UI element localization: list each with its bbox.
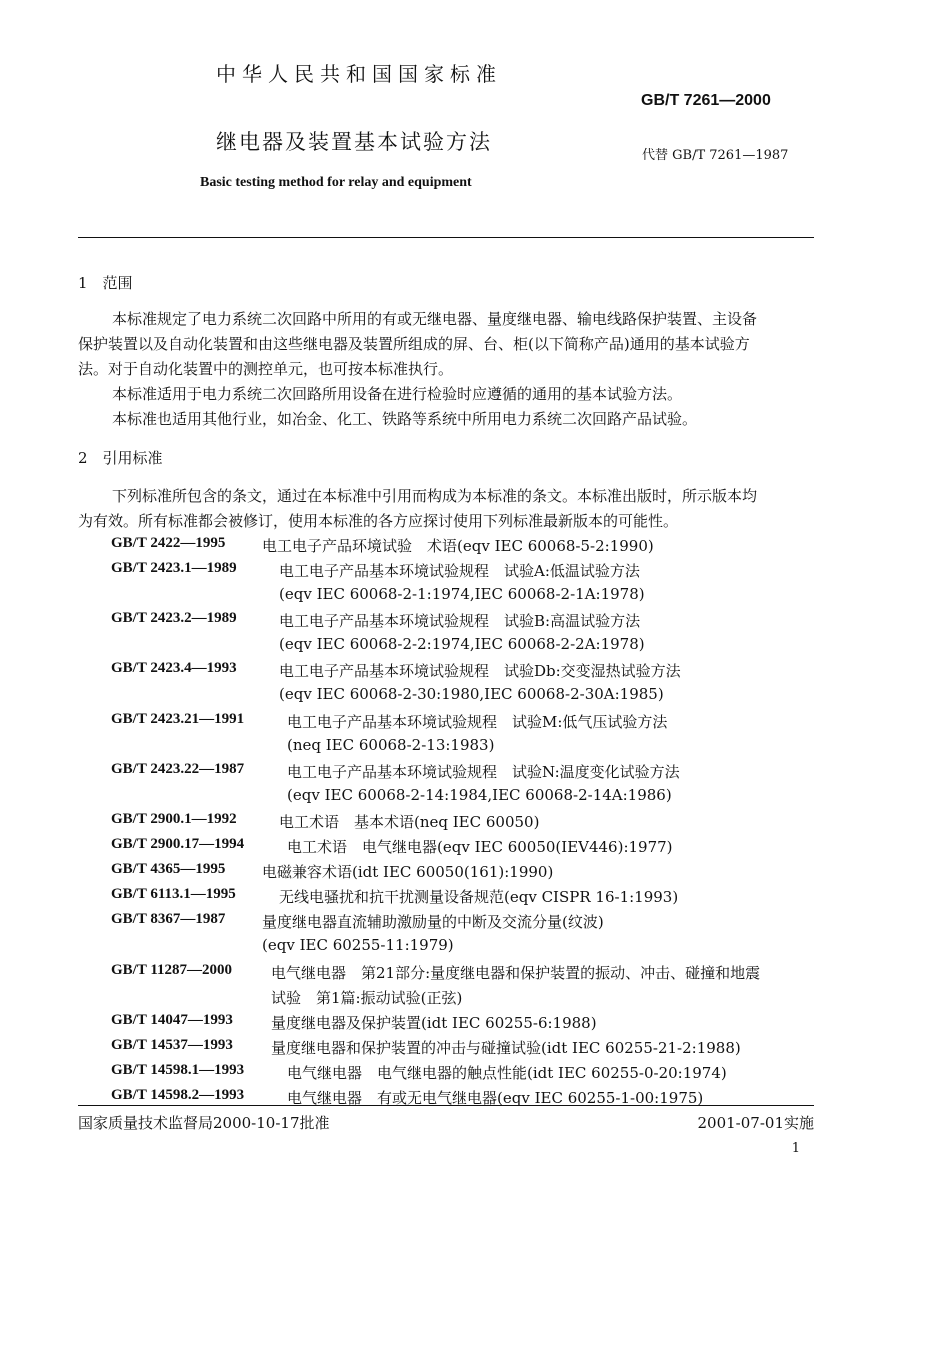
reference-title: 电工术语 基本术语(neq IEC 60050) xyxy=(279,813,540,831)
approval-note: 国家质量技术监督局2000-10-17批准 xyxy=(78,1114,330,1132)
reference-continuation: 试验 第1篇:振动试验(正弦) xyxy=(271,989,463,1007)
reference-title: 电气继电器 有或无电气继电器(eqv IEC 60255-1-00:1975) xyxy=(287,1089,704,1107)
reference-code: GB/T 2423.1—1989 xyxy=(111,560,237,576)
reference-code: GB/T 11287—2000 xyxy=(111,962,232,978)
reference-continuation: (eqv IEC 60068-2-2:1974,IEC 60068-2-2A:1978) xyxy=(279,635,645,653)
reference-code: GB/T 14537—1993 xyxy=(111,1037,233,1053)
reference-continuation: (eqv IEC 60068-2-1:1974,IEC 60068-2-1A:1978) xyxy=(279,585,645,603)
section-2-line: 下列标准所包含的条文，通过在本标准中引用而构成为本标准的条文。本标准出版时，所示版本均 xyxy=(112,487,758,505)
reference-code: GB/T 14047—1993 xyxy=(111,1012,233,1028)
header-divider xyxy=(78,237,814,238)
reference-title: 电工电子产品基本环境试验规程 试验B:高温试验方法 xyxy=(279,612,641,630)
reference-title: 电工电子产品基本环境试验规程 试验M:低气压试验方法 xyxy=(287,713,668,731)
reference-title: 电工术语 电气继电器(eqv IEC 60050(IEV446):1977) xyxy=(287,838,673,856)
reference-code: GB/T 2422—1995 xyxy=(111,535,226,551)
reference-title: 电磁兼容术语(idt IEC 60050(161):1990) xyxy=(262,863,554,881)
reference-continuation: (eqv IEC 60068-2-14:1984,IEC 60068-2-14A:1986) xyxy=(287,786,672,804)
reference-title: 电工电子产品基本环境试验规程 试验Db:交变湿热试验方法 xyxy=(279,662,681,680)
reference-code: GB/T 2423.4—1993 xyxy=(111,660,237,676)
reference-code: GB/T 8367—1987 xyxy=(111,911,226,927)
reference-code: GB/T 14598.2—1993 xyxy=(111,1087,245,1103)
reference-continuation: (eqv IEC 60255-11:1979) xyxy=(262,936,454,954)
reference-code: GB/T 2900.17—1994 xyxy=(111,836,245,852)
reference-title: 量度继电器直流辅助激励量的中断及交流分量(纹波) xyxy=(262,913,604,931)
reference-code: GB/T 2423.2—1989 xyxy=(111,610,237,626)
section-1-heading: 1 范围 xyxy=(78,274,133,292)
reference-continuation: (eqv IEC 60068-2-30:1980,IEC 60068-2-30A:1985) xyxy=(279,685,664,703)
reference-title: 电气继电器 电气继电器的触点性能(idt IEC 60255-0-20:1974) xyxy=(287,1064,727,1082)
reference-title: 电工电子产品环境试验 术语(eqv IEC 60068-5-2:1990) xyxy=(262,537,654,555)
section-1-line: 本标准也适用其他行业，如冶金、化工、铁路等系统中所用电力系统二次回路产品试验。 xyxy=(112,410,698,428)
reference-title: 电工电子产品基本环境试验规程 试验N:温度变化试验方法 xyxy=(287,763,680,781)
reference-title: 电气继电器 第21部分:量度继电器和保护装置的振动、冲击、碰撞和地震 xyxy=(271,964,761,982)
document-title: 继电器及装置基本试验方法 xyxy=(216,130,492,154)
reference-title: 电工电子产品基本环境试验规程 试验A:低温试验方法 xyxy=(279,562,640,580)
page-number: 1 xyxy=(791,1141,800,1156)
replaces-note: 代替 GB/T 7261—1987 xyxy=(642,148,789,163)
reference-code: GB/T 6113.1—1995 xyxy=(111,886,236,902)
national-standard-heading: 中华人民共和国国家标准 xyxy=(216,62,502,86)
section-1-line: 本标准适用于电力系统二次回路所用设备在进行检验时应遵循的通用的基本试验方法。 xyxy=(112,385,683,403)
reference-code: GB/T 2900.1—1992 xyxy=(111,811,237,827)
reference-code: GB/T 4365—1995 xyxy=(111,861,226,877)
reference-title: 量度继电器和保护装置的冲击与碰撞试验(idt IEC 60255-21-2:1988) xyxy=(271,1039,741,1057)
reference-code: GB/T 2423.21—1991 xyxy=(111,711,245,727)
effective-date: 2001-07-01实施 xyxy=(697,1114,814,1132)
section-1-line: 保护装置以及自动化装置和由这些继电器及装置所组成的屏、台、柜(以下简称产品)通用的基本试验方 xyxy=(78,335,750,353)
reference-title: 无线电骚扰和抗干扰测量设备规范(eqv CISPR 16-1:1993) xyxy=(279,888,679,906)
section-1-line: 本标准规定了电力系统二次回路中所用的有或无继电器、量度继电器、输电线路保护装置、主设备 xyxy=(112,310,758,328)
reference-continuation: (neq IEC 60068-2-13:1983) xyxy=(287,736,495,754)
reference-code: GB/T 2423.22—1987 xyxy=(111,761,245,777)
reference-title: 量度继电器及保护装置(idt IEC 60255-6:1988) xyxy=(271,1014,597,1032)
footer-divider xyxy=(78,1105,814,1106)
standard-number: GB/T 7261—2000 xyxy=(641,92,771,109)
reference-code: GB/T 14598.1—1993 xyxy=(111,1062,245,1078)
section-2-line: 为有效。所有标准都会被修订，使用本标准的各方应探讨使用下列标准最新版本的可能性。 xyxy=(78,512,679,530)
english-title: Basic testing method for relay and equipment xyxy=(200,175,472,190)
section-2-heading: 2 引用标准 xyxy=(78,449,163,467)
section-1-line: 法。对于自动化装置中的测控单元，也可按本标准执行。 xyxy=(78,360,454,378)
